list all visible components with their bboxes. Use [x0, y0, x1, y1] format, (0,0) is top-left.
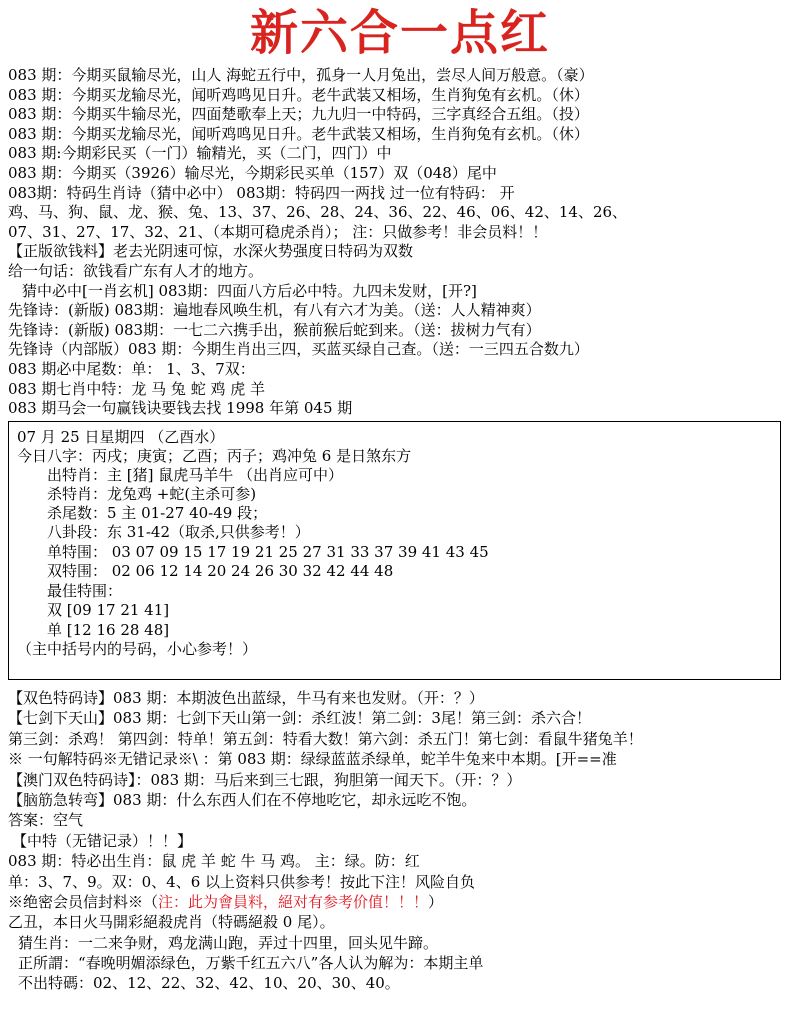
prediction-line: 083 期：今期买牛输尽光，四面楚歌奉上天；九九归一中特码，三字真经合五组。（投）: [8, 105, 589, 124]
prediction-line: 083 期必中尾数：单： 1、3、7双：: [8, 359, 255, 378]
prediction-line: 083 期：今期买龙输尽光，闻听鸡鸣见日升。老牛武装又相场，生肖狗兔有玄机。（休）: [8, 85, 589, 104]
member-note-label: ※绝密会员信封料※（: [8, 892, 159, 911]
prediction-line: 083期：特码生肖诗（猜中必中） 083期：特码四一两找 过一位有特码： 开: [8, 183, 515, 202]
box-line: 杀尾数：5 主 01-27 40-49 段；: [47, 504, 268, 522]
box-line: 今日八字：丙戌；庚寅；乙酉；丙子；鸡冲兔 6 是日煞东方: [17, 447, 412, 465]
prediction-line: 给一句话：欲钱看广东有人才的地方。: [8, 261, 264, 280]
prediction-line: 07、31、27、17、32、21、（本期可稳虎杀肖）； 注：只做参考！非会员料！！: [8, 222, 548, 241]
prediction-line: 【脑筋急转弯】083 期：什么东西人们在不停地吃它，却永远吃不饱。: [8, 790, 477, 809]
prediction-line: 083 期马会一句赢钱诀要钱去找 1998 年第 045 期: [8, 399, 353, 418]
box-line: 单特围： 03 07 09 15 17 19 21 25 27 31 33 37 39 41 43 45: [47, 543, 489, 561]
prediction-line: 猜中必中[一肖玄机] 083期：四面八方后必中特。九四未发财，[开?]: [22, 281, 477, 300]
prediction-line: 083 期：今期买龙输尽光，闻听鸡鸣见日升。老牛武装又相场，生肖狗兔有玄机。（休）: [8, 124, 589, 143]
box-line: 八卦段：东 31-42（取杀,只供参考！）: [47, 523, 310, 541]
prediction-line: 083 期七肖中特：龙 马 兔 蛇 鸡 虎 羊: [8, 379, 266, 398]
prediction-line: 先锋诗：(新版) 083期：遍地春风唤生机，有八有六才为美。（送：人人精神爽）: [8, 301, 541, 320]
prediction-line: 083 期:今期彩民买（一门）输精光，买（二门，四门）中: [8, 144, 392, 163]
prediction-line: 【七剑下天山】083 期：七剑下天山第一剑：杀红波！第二剑：3尾！第三剑：杀六合！: [8, 709, 591, 728]
member-note-highlight: 注：此为會員料，絕对有参考价值！！！: [158, 892, 429, 911]
prediction-line: 083 期：特必出生肖：鼠 虎 羊 蛇 牛 马 鸡。 主：绿。防：红: [8, 852, 420, 871]
box-line: （主中括号内的号码，小心参考！）: [17, 640, 258, 658]
box-line: 杀特肖：龙兔鸡 +蛇(主杀可参): [47, 485, 257, 503]
prediction-line: 正所謂：“春晚明媚添绿色，万紫千红五六八”各人认为解为：本期主单: [18, 954, 484, 973]
box-line: 07 月 25 日星期四 （乙酉水）: [17, 428, 225, 446]
daily-info-box: [8, 421, 781, 680]
prediction-line: 不出特碼：02、12、22、32、42、10、20、30、40。: [18, 974, 400, 993]
prediction-line: 先锋诗：(新版) 083期：一七二六携手出，猴前猴后蛇到来。（送：拔树力气有）: [8, 320, 541, 339]
bottom-predictions: [8, 688, 792, 994]
prediction-line: 【正版欲钱料】老去光阴速可惊，水深火势强度日特码为双数: [8, 242, 414, 261]
prediction-line: 先锋诗（内部版）083 期：今期生肖出三四，买蓝买绿自己查。（送：一三四五合数九）: [8, 340, 589, 359]
box-line: 最佳特围：: [47, 582, 123, 600]
prediction-line: 083 期：今期买鼠输尽光，山人 海蛇五行中，孤身一人月兔出，尝尽人间万般意。（豪）: [8, 66, 594, 84]
box-line: 出特肖：主 [猪] 鼠虎马羊牛 （出肖应可中）: [47, 466, 344, 484]
box-line: 双特围： 02 06 12 14 20 24 26 30 32 42 44 48: [47, 562, 394, 580]
box-line: 双 [09 17 21 41]: [47, 601, 170, 619]
prediction-line: 【中特（无错记录）！！】: [12, 831, 193, 850]
box-line: 单 [12 16 28 48]: [47, 621, 170, 639]
prediction-line: 【澳门双色特码诗】：083 期：马后来到三七跟，狗胆第一闻天下。（开：？）: [8, 770, 522, 789]
prediction-line: 第三剑：杀鸡！ 第四剑：特单！第五剑：特看大数！第六剑：杀五门！第七剑：看鼠牛猪兔羊！: [8, 729, 643, 748]
member-note-line: [8, 892, 792, 912]
prediction-line: 猜生肖：一二来争财，鸡龙满山跑，弄过十四里，回头见牛蹄。: [18, 933, 439, 952]
top-predictions: [8, 66, 792, 419]
prediction-line: 单：3、7、9。双：0、4、6 以上资料只供参考！按此下注！风险自负: [8, 872, 476, 891]
prediction-line: 鸡、马、狗、鼠、龙、猴、兔、13、37、26、28、24、36、22、46、06、42、14、26、: [8, 203, 628, 222]
prediction-line: 083 期：今期买（3926）输尽光，今期彩民买单（157）双（048）尾中: [8, 163, 497, 182]
prediction-line: 乙丑，本日火马開彩絕殺虎肖（特碼絕殺 0 尾）。: [8, 913, 335, 932]
prediction-line: ※ 一句解特码※无错记录※\ ：第 083 期：绿绿蓝蓝杀绿单，蛇羊牛兔来中本期。[开==准: [8, 750, 617, 769]
prediction-line: 【双色特码诗】083 期：本期波色出蓝绿，牛马有来也发财。（开：？）: [8, 689, 484, 707]
prediction-line: 答案：空气: [8, 811, 84, 830]
member-note-close: ）: [428, 892, 444, 911]
page-title: 新六合一点红: [249, 5, 550, 61]
